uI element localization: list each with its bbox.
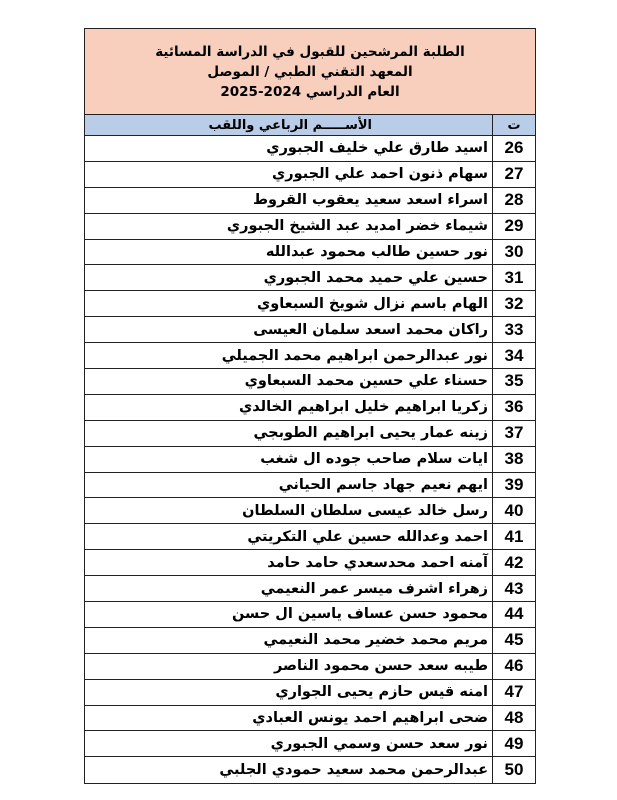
row-student-name: ضحى ابراهيم احمد يونس العبادي (252, 710, 488, 727)
row-student-name: حسين علي حميد محمد الجبوري (263, 269, 488, 286)
row-number: 40 (492, 498, 535, 523)
table-row (85, 291, 535, 317)
table-row (85, 188, 535, 214)
table-row (85, 757, 535, 783)
row-student-name: سهام ذنون احمد علي الجبوري (272, 166, 488, 183)
row-number: 49 (492, 731, 535, 756)
row-student-name: امنه قيس حازم يحيى الجواري (275, 684, 488, 701)
row-student-name: زينه عمار يحيى ابراهيم الطوبجي (253, 425, 488, 442)
table-row (85, 447, 535, 473)
table-column-header (85, 115, 535, 136)
candidates-table (84, 28, 536, 784)
row-number: 30 (492, 240, 535, 265)
document-header (85, 29, 535, 115)
row-number: 38 (492, 447, 535, 472)
row-student-name: محمود حسن عساف ياسين ال حسن (231, 606, 488, 623)
table-row (85, 680, 535, 706)
row-student-name: نور سعد حسن وسمي الجبوري (270, 735, 488, 752)
header-academic-year: العام الدراسي 2024-2025 (220, 83, 400, 100)
row-student-name: زهراء اشرف ميسر عمر النعيمي (260, 580, 488, 597)
row-number: 37 (492, 421, 535, 446)
row-number: 27 (492, 162, 535, 187)
column-header-name: الأســـــم الرباعي واللقب (208, 117, 372, 133)
row-student-name: شيماء خضر امديد عبد الشيخ الجبوري (226, 218, 488, 235)
row-student-name: مريم محمد خضير محمد النعيمي (263, 632, 488, 649)
row-number: 42 (492, 550, 535, 575)
row-number: 31 (492, 265, 535, 290)
table-row (85, 240, 535, 266)
row-number: 26 (492, 136, 535, 161)
row-number: 35 (492, 369, 535, 394)
row-student-name: اسيد طارق علي خليف الجبوري (266, 140, 488, 157)
row-number: 47 (492, 680, 535, 705)
table-row (85, 473, 535, 499)
table-row (85, 369, 535, 395)
row-student-name: راكان محمد اسعد سلمان العيسى (253, 321, 488, 338)
row-student-name: رسل خالد عيسى سلطان السلطان (242, 502, 488, 519)
row-student-name: آمنه احمد محدسعدي حامد حامد (267, 554, 488, 571)
row-student-name: نور عبدالرحمن ابراهيم محمد الجميلي (221, 347, 488, 364)
row-student-name: اسراء اسعد سعيد يعقوب القروط (252, 192, 488, 209)
column-header-number: ت (492, 115, 535, 135)
row-number: 50 (492, 757, 535, 783)
row-student-name: حسناء علي حسين محمد السبعاوي (244, 373, 488, 390)
row-student-name: احمد وعدالله حسين علي التكريتي (247, 528, 488, 545)
table-row (85, 136, 535, 162)
row-student-name: نور حسين طالب محمود عبدالله (265, 244, 488, 260)
table-row (85, 576, 535, 602)
row-number: 32 (492, 291, 535, 316)
table-row (85, 602, 535, 628)
row-number: 41 (492, 524, 535, 549)
row-number: 46 (492, 654, 535, 679)
table-row (85, 214, 535, 240)
table-row (85, 550, 535, 576)
row-number: 45 (492, 628, 535, 653)
table-row (85, 162, 535, 188)
table-row (85, 395, 535, 421)
table-row (85, 628, 535, 654)
row-student-name: ايات سلام صاحب جوده ال شغب (260, 451, 488, 468)
table-row (85, 706, 535, 732)
row-number: 43 (492, 576, 535, 601)
row-number: 29 (492, 214, 535, 239)
table-row (85, 265, 535, 291)
row-student-name: زكريا ابراهيم خليل ابراهيم الخالدي (238, 399, 488, 416)
row-number: 33 (492, 317, 535, 342)
row-number: 39 (492, 473, 535, 498)
row-number: 36 (492, 395, 535, 420)
row-student-name: ايهم نعيم جهاد جاسم الحياني (278, 477, 488, 494)
table-row (85, 654, 535, 680)
row-student-name: عبدالرحمن محمد سعيد حمودي الجلبي (219, 762, 488, 779)
table-row (85, 343, 535, 369)
row-number: 28 (492, 188, 535, 213)
table-body (85, 136, 535, 783)
table-row (85, 421, 535, 447)
table-row (85, 524, 535, 550)
row-number: 34 (492, 343, 535, 368)
table-row (85, 498, 535, 524)
row-student-name: طيبه سعد حسن محمود الناصر (273, 658, 488, 675)
table-row (85, 317, 535, 343)
header-title: الطلبة المرشحين للقبول في الدراسة المسائية (155, 43, 465, 60)
header-institute: المعهد التقني الطبي / الموصل (207, 63, 413, 80)
row-student-name: الهام باسم نزال شويخ السبعاوي (256, 295, 488, 312)
row-number: 44 (492, 602, 535, 627)
row-number: 48 (492, 706, 535, 731)
table-row (85, 731, 535, 757)
